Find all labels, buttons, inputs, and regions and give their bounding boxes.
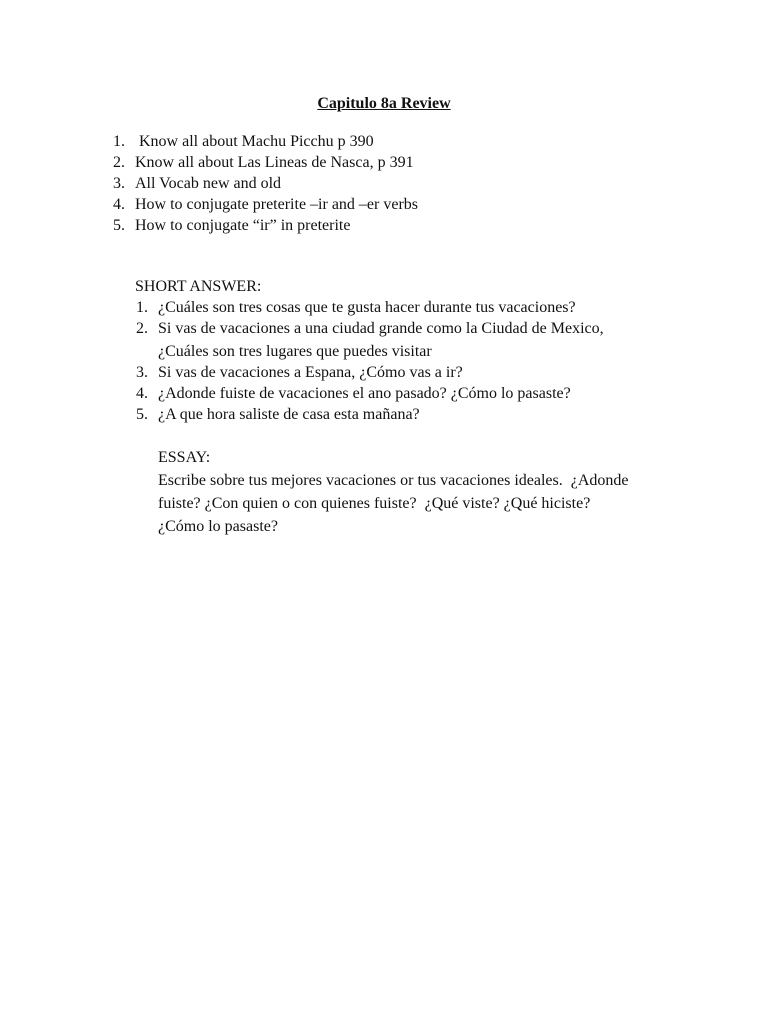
list-item-number: 5. <box>136 406 148 423</box>
list-item <box>136 297 604 318</box>
list-item-number: 2. <box>136 320 148 337</box>
list-item-number: 5. <box>113 217 125 234</box>
review-list <box>113 131 418 236</box>
list-item-number: 3. <box>113 175 125 192</box>
list-item-text: Know all about Machu Picchu p 390 <box>135 133 374 150</box>
list-item-text: All Vocab new and old <box>135 175 282 192</box>
essay-text-line: Escribe sobre tus mejores vacaciones or tus vacaciones ideales. ¿Adonde <box>158 472 629 489</box>
list-item-text: ¿Adonde fuiste de vacaciones el ano pasado? ¿Cómo lo pasaste? <box>158 385 571 402</box>
essay-text-line: ¿Cómo lo pasaste? <box>158 518 278 535</box>
list-item <box>136 362 604 383</box>
list-item-text-continuation: ¿Cuáles son tres lugares que puedes visitar <box>158 343 432 360</box>
essay-heading: ESSAY: <box>158 449 211 466</box>
short-answer-list <box>136 297 604 425</box>
list-item-text: ¿Cuáles son tres cosas que te gusta hacer durante tus vacaciones? <box>158 299 576 316</box>
list-item <box>113 194 418 215</box>
list-item-text: Si vas de vacaciones a Espana, ¿Cómo vas a ir? <box>158 364 463 381</box>
list-item-text: How to conjugate “ir” in preterite <box>135 217 351 234</box>
list-item-text: ¿A que hora saliste de casa esta mañana? <box>158 406 420 423</box>
list-item-number: 4. <box>113 196 125 213</box>
list-item <box>113 173 418 194</box>
list-item <box>113 215 418 236</box>
list-item <box>113 131 418 152</box>
list-item-text: Si vas de vacaciones a una ciudad grande como la Ciudad de Mexico, <box>158 320 604 337</box>
list-item <box>136 318 604 362</box>
list-item-number: 2. <box>113 154 125 171</box>
list-item-number: 1. <box>136 299 148 316</box>
list-item-number: 4. <box>136 385 148 402</box>
list-item-text: How to conjugate preterite –ir and –er verbs <box>135 196 419 213</box>
list-item-text: Know all about Las Lineas de Nasca, p 391 <box>135 154 414 171</box>
list-item-number: 1. <box>113 133 125 150</box>
short-answer-heading: SHORT ANSWER: <box>135 278 262 295</box>
document-title: Capitulo 8a Review <box>317 95 451 112</box>
list-item <box>136 404 604 425</box>
essay-text-line: fuiste? ¿Con quien o con quienes fuiste? ¿Qué viste? ¿Qué hiciste? <box>158 495 591 512</box>
list-item <box>136 383 604 404</box>
essay-section <box>158 446 678 538</box>
list-item <box>113 152 418 173</box>
list-item-number: 3. <box>136 364 148 381</box>
